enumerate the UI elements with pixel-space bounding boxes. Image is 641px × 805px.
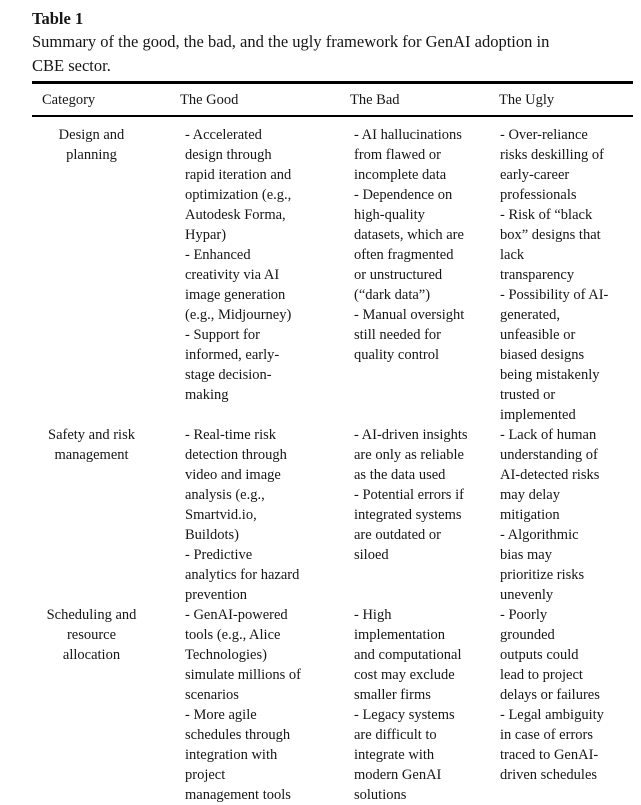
table-caption bbox=[32, 30, 633, 78]
cell-text-line: video and image bbox=[185, 467, 281, 483]
cell-text-line: outputs could bbox=[500, 647, 579, 663]
cell-text-line: - AI-driven insights bbox=[354, 427, 468, 443]
data-table bbox=[32, 81, 633, 805]
cell-text-line: - Enhanced bbox=[185, 247, 251, 263]
cell-text-line: smaller firms bbox=[354, 687, 431, 703]
cell-text-line: - Possibility of AI- bbox=[500, 287, 609, 303]
cell-text-line: cost may exclude bbox=[354, 667, 455, 683]
cell-text-line: mitigation bbox=[500, 507, 560, 523]
table-body bbox=[32, 117, 633, 805]
cell-text-line: from flawed or bbox=[354, 147, 441, 163]
cell-text-line: resource bbox=[66, 627, 117, 643]
table-cell-category bbox=[32, 125, 179, 425]
cell-text-line: Buildots) bbox=[185, 527, 239, 543]
cell-text-line: management tools bbox=[185, 787, 291, 803]
cell-text-line: optimization (e.g., bbox=[185, 187, 292, 203]
table-caption-line: CBE sector. bbox=[32, 56, 111, 75]
cell-text-line: - Lack of human bbox=[500, 427, 597, 443]
cell-text-line: design through bbox=[185, 147, 272, 163]
cell-text-line: - Algorithmic bbox=[500, 527, 579, 543]
cell-text-line: tools (e.g., Alice bbox=[185, 627, 281, 643]
cell-text-line: (e.g., Midjourney) bbox=[185, 307, 292, 323]
cell-text-line: solutions bbox=[354, 787, 407, 803]
cell-text-line: quality control bbox=[354, 347, 439, 363]
cell-text-line: professionals bbox=[500, 187, 577, 203]
cell-text-line: - High bbox=[354, 607, 392, 623]
cell-text-line: - Risk of “black bbox=[500, 207, 593, 223]
cell-text-line: grounded bbox=[500, 627, 555, 643]
cell-text-line: detection through bbox=[185, 447, 287, 463]
cell-text-line: Smartvid.io, bbox=[185, 507, 257, 523]
table-cell-good bbox=[179, 125, 349, 425]
table-row bbox=[32, 425, 633, 605]
cell-text-line: - Real-time risk bbox=[185, 427, 277, 443]
table-cell-ugly bbox=[495, 425, 633, 605]
cell-text-line: allocation bbox=[62, 647, 121, 663]
cell-text-line: implementation bbox=[354, 627, 446, 643]
cell-text-line: driven schedules bbox=[500, 767, 598, 783]
cell-text-line: Hypar) bbox=[185, 227, 227, 243]
cell-text-line: management bbox=[54, 447, 129, 463]
cell-text-line: understanding of bbox=[500, 447, 598, 463]
table-row bbox=[32, 125, 633, 425]
cell-text-line: are outdated or bbox=[354, 527, 441, 543]
cell-text-line: Safety and risk bbox=[48, 427, 135, 443]
cell-text-line: often fragmented bbox=[354, 247, 454, 263]
cell-text-line: scenarios bbox=[185, 687, 239, 703]
cell-text-line: box” designs that bbox=[500, 227, 601, 243]
cell-text-line: datasets, which are bbox=[354, 227, 464, 243]
cell-text-line: or unstructured bbox=[354, 267, 443, 283]
cell-text-line: creativity via AI bbox=[185, 267, 280, 283]
cell-text-line: - More agile bbox=[185, 707, 257, 723]
cell-text-line: image generation bbox=[185, 287, 286, 303]
cell-text-line: traced to GenAI- bbox=[500, 747, 599, 763]
table-cell-good bbox=[179, 605, 349, 805]
cell-text-line: and computational bbox=[354, 647, 462, 663]
cell-text-line: delays or failures bbox=[500, 687, 600, 703]
cell-text-line: - Manual oversight bbox=[354, 307, 465, 323]
cell-text-line: - Legal ambiguity bbox=[500, 707, 604, 723]
table-cell-bad bbox=[349, 605, 495, 805]
cell-text-line: as the data used bbox=[354, 467, 446, 483]
cell-text-line: Technologies) bbox=[185, 647, 267, 663]
table-cell-bad bbox=[349, 125, 495, 425]
column-header-the-ugly: The Ugly bbox=[499, 92, 555, 108]
cell-text-line: analysis (e.g., bbox=[185, 487, 265, 503]
cell-text-line: unfeasible or bbox=[500, 327, 576, 343]
table-cell-category bbox=[32, 605, 179, 805]
cell-text-line: are difficult to bbox=[354, 727, 437, 743]
cell-text-line: - Support for bbox=[185, 327, 260, 343]
cell-text-line: are only as reliable bbox=[354, 447, 464, 463]
cell-text-line: Autodesk Forma, bbox=[185, 207, 286, 223]
cell-text-line: - Over-reliance bbox=[500, 127, 588, 143]
cell-text-line: incomplete data bbox=[354, 167, 447, 183]
cell-text-line: being mistakenly bbox=[500, 367, 600, 383]
cell-text-line: high-quality bbox=[354, 207, 425, 223]
cell-text-line: simulate millions of bbox=[185, 667, 301, 683]
table-cell-good bbox=[179, 425, 349, 605]
cell-text-line: AI-detected risks bbox=[500, 467, 600, 483]
cell-text-line: stage decision- bbox=[185, 367, 272, 383]
cell-text-line: rapid iteration and bbox=[185, 167, 292, 183]
cell-text-line: unevenly bbox=[500, 587, 554, 603]
cell-text-line: biased designs bbox=[500, 347, 585, 363]
cell-text-line: - Dependence on bbox=[354, 187, 453, 203]
cell-text-line: modern GenAI bbox=[354, 767, 442, 783]
cell-text-line: (“dark data”) bbox=[354, 287, 431, 303]
cell-text-line: bias may bbox=[500, 547, 552, 563]
cell-text-line: prioritize risks bbox=[500, 567, 585, 583]
cell-text-line: may delay bbox=[500, 487, 560, 503]
cell-text-line: Scheduling and bbox=[46, 607, 137, 623]
cell-text-line: generated, bbox=[500, 307, 560, 323]
table-header-row bbox=[32, 84, 633, 115]
cell-text-line: - AI hallucinations bbox=[354, 127, 462, 143]
cell-text-line: integration with bbox=[185, 747, 278, 763]
cell-text-line: - Accelerated bbox=[185, 127, 262, 143]
cell-text-line: integrated systems bbox=[354, 507, 462, 523]
cell-text-line: implemented bbox=[500, 407, 576, 423]
cell-text-line: lack bbox=[500, 247, 525, 263]
cell-text-line: planning bbox=[66, 147, 117, 163]
cell-text-line: making bbox=[185, 387, 229, 403]
table-caption-line: Summary of the good, the bad, and the ugly framework for GenAI adoption in bbox=[32, 32, 550, 51]
cell-text-line: in case of errors bbox=[500, 727, 593, 743]
cell-text-line: risks deskilling of bbox=[500, 147, 604, 163]
cell-text-line: integrate with bbox=[354, 747, 435, 763]
cell-text-line: informed, early- bbox=[185, 347, 280, 363]
table-title: Table 1 bbox=[32, 9, 84, 28]
cell-text-line: early-career bbox=[500, 167, 570, 183]
cell-text-line: - Potential errors if bbox=[354, 487, 464, 503]
cell-text-line: prevention bbox=[185, 587, 248, 603]
table-cell-category bbox=[32, 425, 179, 605]
table-cell-ugly bbox=[495, 605, 633, 805]
cell-text-line: siloed bbox=[354, 547, 389, 563]
cell-text-line: trusted or bbox=[500, 387, 556, 403]
cell-text-line: - GenAI-powered bbox=[185, 607, 288, 623]
cell-text-line: analytics for hazard bbox=[185, 567, 300, 583]
cell-text-line: schedules through bbox=[185, 727, 291, 743]
column-header-the-bad: The Bad bbox=[350, 92, 400, 108]
cell-text-line: Design and bbox=[58, 127, 125, 143]
cell-text-line: - Predictive bbox=[185, 547, 253, 563]
column-header-category: Category bbox=[42, 92, 96, 108]
table-cell-ugly bbox=[495, 125, 633, 425]
table-cell-bad bbox=[349, 425, 495, 605]
cell-text-line: - Poorly bbox=[500, 607, 548, 623]
cell-text-line: transparency bbox=[500, 267, 575, 283]
cell-text-line: project bbox=[185, 767, 226, 783]
table-row bbox=[32, 605, 633, 805]
cell-text-line: lead to project bbox=[500, 667, 583, 683]
cell-text-line: - Legacy systems bbox=[354, 707, 455, 723]
column-header-the-good: The Good bbox=[180, 92, 239, 108]
cell-text-line: still needed for bbox=[354, 327, 441, 343]
